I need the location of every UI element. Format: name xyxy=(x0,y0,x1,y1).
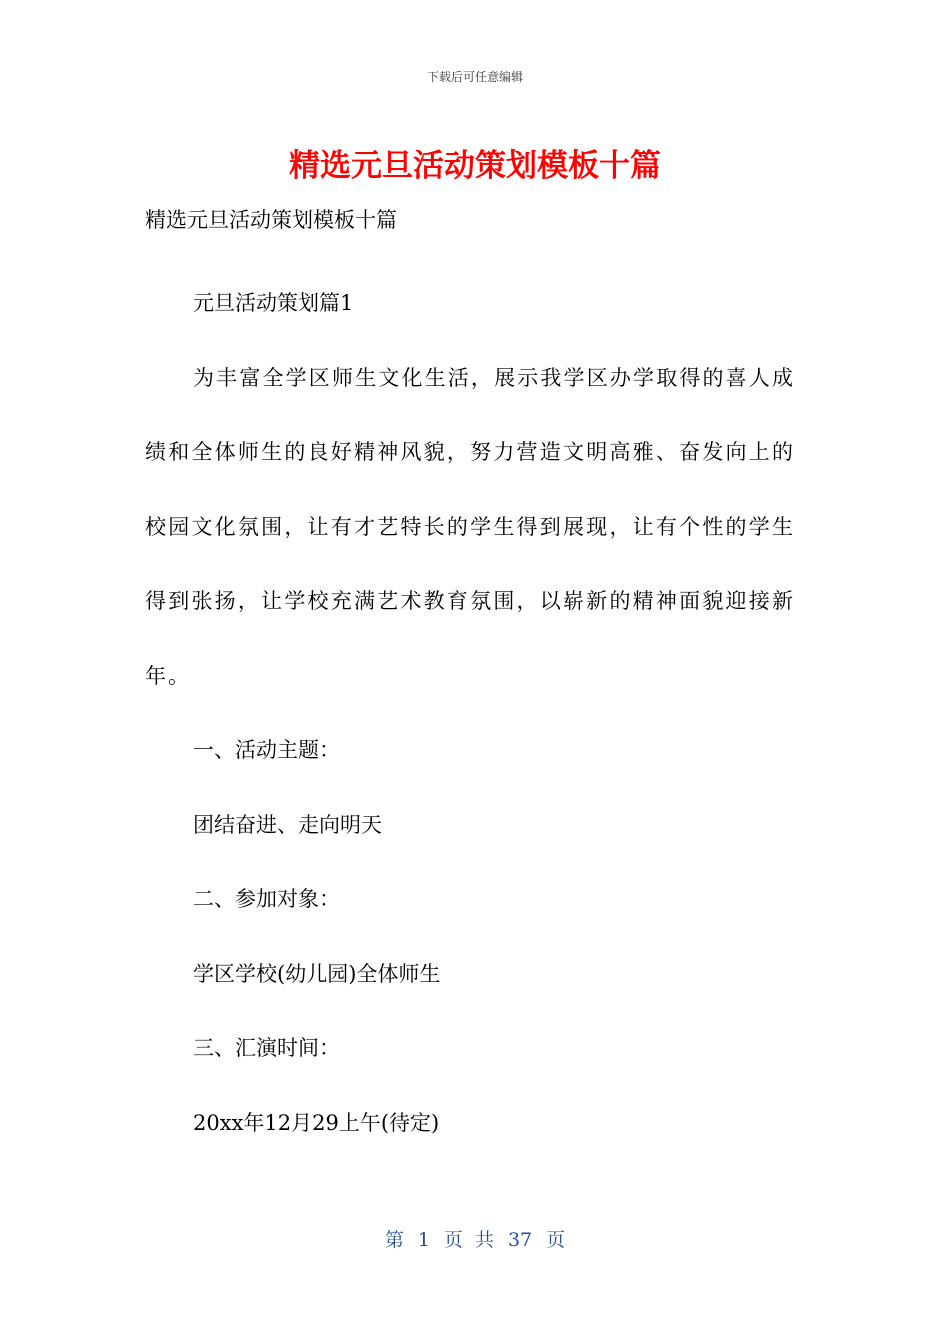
footer-total-pages: 37 xyxy=(507,1229,533,1251)
item-value-theme: 团结奋进、走向明天 xyxy=(193,812,382,837)
header-note: 下载后可任意编辑 xyxy=(426,70,523,84)
footer-label-of: 页 共 xyxy=(443,1229,494,1251)
item-heading-participants: 二、参加对象： xyxy=(193,887,340,911)
footer-label-pages: 页 xyxy=(546,1229,566,1251)
item-value-participants: 学区学校(幼儿园)全体师生 xyxy=(193,961,441,986)
footer-page-number: 1 xyxy=(417,1229,430,1251)
section-heading: 元旦活动策划篇1 xyxy=(193,291,354,315)
page-footer xyxy=(0,1225,950,1252)
footer-label-page: 第 xyxy=(384,1229,404,1251)
item-heading-theme: 一、活动主题： xyxy=(193,738,340,762)
intro-paragraph: 为丰富全学区师生文化生活，展示我学区办学取得的喜人成绩和全体师生的良好精神风貌，努力营造文明高雅、奋发向上的校园文化氛围，让有才艺特长的学生得到展现，让有个性的学生得到张扬，让学校充满艺术教育氛围，以崭新的精神面貌迎接新年。 xyxy=(145,365,795,688)
document-title: 精选元旦活动策划模板十篇 xyxy=(289,148,661,184)
subtitle-line: 精选元旦活动策划模板十篇 xyxy=(145,208,397,232)
item-heading-time: 三、汇演时间： xyxy=(193,1036,340,1060)
item-value-time: 20xx年12月29上午(待定) xyxy=(193,1110,440,1135)
document-body xyxy=(145,200,795,1160)
